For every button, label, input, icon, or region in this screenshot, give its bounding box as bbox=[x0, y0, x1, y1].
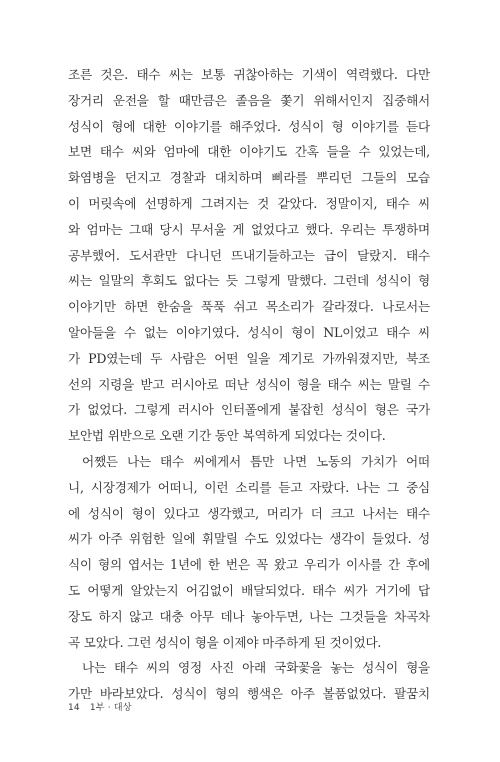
text-line: 씨는 일말의 후회도 없다는 듯 그렇게 말했다. 그런데 성식이 형 bbox=[68, 273, 430, 289]
paragraph bbox=[68, 449, 430, 655]
text-line: 조른 것은. 태수 씨는 보통 귀찮아하는 기색이 역력했다. 다만 bbox=[68, 67, 430, 82]
text-line: 공부했어. 도서관만 다니던 뜨내기들하고는 급이 달랐지. 태수 bbox=[68, 247, 430, 263]
paragraph bbox=[68, 62, 430, 449]
text-line: 보면 태수 씨와 엄마에 대한 이야기도 간혹 들을 수 있었는데, bbox=[68, 144, 430, 160]
text-line: 장도 하지 않고 대충 아무 데나 놓아두면, 나는 그것들을 차곡차 bbox=[68, 608, 430, 624]
text-line: 이야기만 하면 한숨을 푹푹 쉬고 목소리가 갈라졌다. 나로서는 bbox=[68, 299, 430, 315]
text-line: 어쨌든 나는 태수 씨에게서 틈만 나면 노동의 가치가 어떠 bbox=[82, 453, 430, 469]
text-line: 이 머릿속에 선명하게 그려지는 것 같았다. 정말이지, 태수 씨 bbox=[68, 195, 430, 211]
text-line: 와 엄마는 그때 당시 무서울 게 없었다고 했다. 우리는 투쟁하며 bbox=[68, 221, 430, 237]
section-title: 1부 · 대상 bbox=[89, 703, 132, 713]
page-footer bbox=[68, 700, 132, 713]
page-number: 14 bbox=[68, 703, 80, 713]
text-line: 도 어떻게 알았는지 어김없이 배달되었다. 태수 씨가 거기에 답 bbox=[68, 582, 430, 598]
body-text bbox=[68, 62, 430, 707]
text-line: 보안법 위반으로 오랜 기간 동안 복역하게 되었다는 것이다. bbox=[68, 428, 386, 444]
text-line: 가 PD였는데 두 사람은 어떤 일을 계기로 가까워졌지만, 북조 bbox=[68, 350, 430, 366]
text-line: 가만 바라보았다. 성식이 형의 행색은 아주 볼품없었다. 팔꿈치 bbox=[68, 686, 430, 702]
text-line: 식이 형의 엽서는 1년에 한 번은 꼭 왔고 우리가 이사를 간 후에 bbox=[68, 557, 430, 573]
text-line: 선의 지령을 받고 러시아로 떠난 성식이 형을 태수 씨는 말릴 수 bbox=[68, 376, 430, 392]
text-line: 화염병을 던지고 경찰과 대치하며 삐라를 뿌리던 그들의 모습 bbox=[68, 170, 430, 186]
text-line: 가 없었다. 그렇게 러시아 인터폴에게 붙잡힌 성식이 형은 국가 bbox=[68, 402, 430, 418]
text-line: 나는 태수 씨의 영정 사진 아래 국화꽃을 놓는 성식이 형을 bbox=[82, 660, 430, 676]
text-line: 니, 시장경제가 어떠니, 이런 소리를 듣고 자랐다. 나는 그 중심 bbox=[68, 479, 430, 495]
text-line: 에 성식이 형이 있다고 생각했고, 머리가 더 크고 나서는 태수 bbox=[68, 505, 430, 521]
text-line: 씨가 아주 위험한 일에 휘말릴 수도 있었다는 생각이 들었다. 성 bbox=[68, 531, 430, 547]
text-line: 성식이 형에 대한 이야기를 해주었다. 성식이 형 이야기를 듣다 bbox=[68, 118, 430, 134]
text-line: 장거리 운전을 할 때만큼은 졸음을 쫓기 위해서인지 집중해서 bbox=[68, 92, 430, 108]
text-line: 알아들을 수 없는 이야기였다. 성식이 형이 NL이었고 태수 씨 bbox=[68, 324, 430, 340]
text-line: 곡 모았다. 그런 성식이 형을 이제야 마주하게 된 것이었다. bbox=[68, 634, 382, 650]
